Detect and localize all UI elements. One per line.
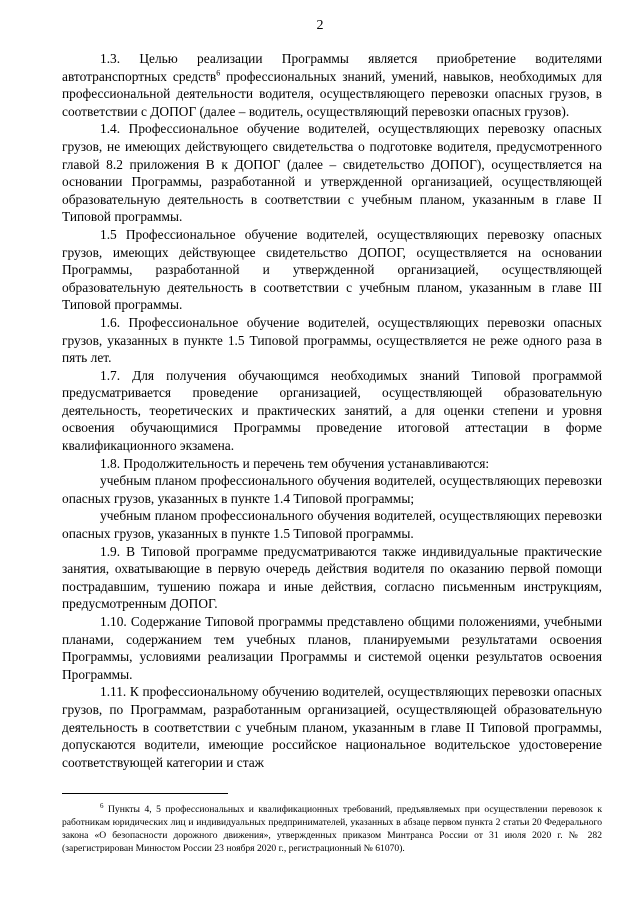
paragraph-1-3-rest: профессиональных знаний, умений, навыков, необходимых для профессиональной деятельности водителя, осуществляющего перевозки опасных грузов, в соответствии с ДОПОГ (далее – водитель, осуществляющий перевозки опасных грузов).: [62, 68, 602, 119]
footnote: [62, 800, 602, 855]
page-number: 2: [316, 18, 324, 33]
footnote-text-block: [62, 800, 602, 855]
paragraph-1-11: 1.11. К профессиональному обучению водителей, осуществляющих перевозки опасных грузов, по Программам, разработанным организацией, осуществляющей образовательную деятельность в соответствии с учебным планом, указанным в главе II Типовой программы, допускаются водители, имеющие российское национальное водительское удостоверение соответствующей категории и стаж: [62, 684, 602, 770]
paragraph-1-9: 1.9. В Типовой программе предусматриваются также индивидуальные практические занятия, охватывающие в первую очередь действия водителя по оказанию первой помощи пострадавшим, тушению пожара и иные действия, согласно письменным инструкциям, предусмотренным ДОПОГ.: [62, 543, 602, 612]
footnote-text: Пункты 4, 5 профессиональных и квалификационных требований, предъявляемых при осуществлении перевозок к работникам юридических лиц и индивидуальных предпринимателей, указанных в абзаце первом пункта 2 статьи 20 Федерального закона «О безопасности дорожного движения», утвержденных приказом Минтранса России от 31 июля 2020 г. № 282 (зарегистрирован Минюстом России 23 ноября 2020 г., регистрационный № 61070).: [62, 804, 602, 855]
paragraph-1-3: [62, 50, 602, 120]
paragraph-1-7: 1.7. Для получения обучающимся необходимых знаний Типовой программой предусматривается проведение организацией, осуществляющей образовательную деятельность, теоретических и практических занятий, а для оценки степени и уровня освоения обучающимися Программы проведение итоговой аттестации в форме квалификационного экзамена.: [62, 367, 602, 454]
paragraph-1-3-start: 1.3. Целью реализации Программы является приобретение водителями автотранспортных средств: [62, 51, 602, 84]
footnote-divider: [62, 793, 228, 794]
paragraph-1-8: 1.8. Продолжительность и перечень тем обучения устанавливаются:: [100, 455, 490, 471]
footnote-marker: 6: [100, 802, 104, 810]
document-body: [62, 50, 602, 771]
paragraph-1-8-item-1: учебным планом профессионального обучения водителей, осуществляющих перевозки опасных грузов, указанных в пункте 1.4 Типовой программы;: [62, 473, 602, 506]
footnote-reference: 6: [216, 68, 221, 78]
paragraph-1-4: 1.4. Профессиональное обучение водителей, осуществляющих перевозку опасных грузов, не имеющих действующего свидетельства о подготовке водителя, предусмотренного главой 8.2 приложения В к ДОПОГ (далее – свидетельство ДОПОГ), осуществляется на основании Программы, разработанной и утвержденной организацией, осуществляющей образовательную деятельность в соответствии с учебным планом, указанным в главе II Типовой программы.: [62, 121, 602, 225]
paragraph-1-8-item-2: учебным планом профессионального обучения водителей, осуществляющих перевозки опасных грузов, указанных в пункте 1.5 Типовой программы.: [62, 508, 602, 542]
paragraph-1-5: 1.5 Профессиональное обучение водителей, осуществляющих перевозку опасных грузов, имеющих действующее свидетельство ДОПОГ, осуществляется на основании Программы, разработанной и утвержденной организацией, осуществляющей образовательную деятельность в соответствии с учебным планом, указанным в главе III Типовой программы.: [62, 226, 602, 313]
paragraph-1-10: 1.10. Содержание Типовой программы представлено общими положениями, учебными планами, содержанием тем учебных планов, планируемыми результатами освоения Программы, условиями реализации Программы и системой оценки результатов освоения Программы.: [62, 614, 602, 682]
paragraph-1-6: 1.6. Профессиональное обучение водителей, осуществляющих перевозки опасных грузов, указанных в пункте 1.5 Типовой программы, осуществляется не реже одного раза в пять лет.: [62, 314, 602, 366]
